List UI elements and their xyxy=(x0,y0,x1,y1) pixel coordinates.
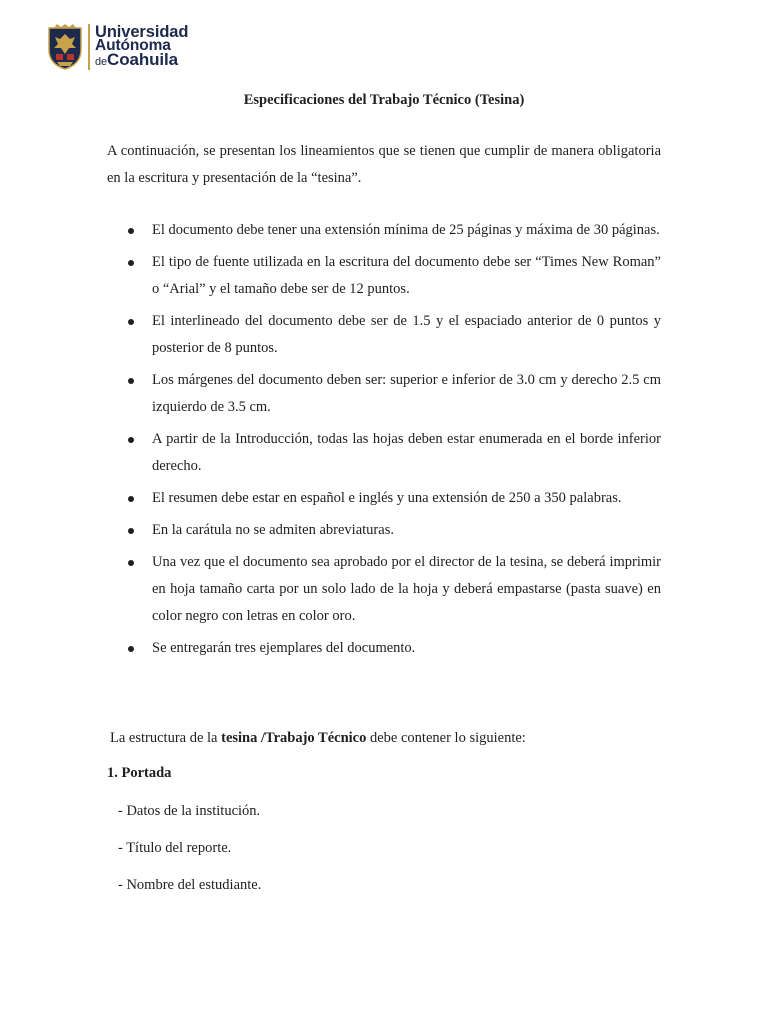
structure-suffix: debe contener lo siguiente: xyxy=(366,730,526,746)
bullet-icon xyxy=(128,496,134,502)
structure-prefix: La estructura de la xyxy=(110,730,222,746)
intro-paragraph: A continuación, se presentan los lineamientos que se tienen que cumplir de manera obligatoria en la escritura y presentación de la “tesina”. xyxy=(107,143,661,186)
logo-line-3 xyxy=(95,50,188,69)
bullet-icon xyxy=(128,319,134,325)
list-item xyxy=(107,635,661,662)
bullet-icon xyxy=(128,260,134,266)
section-item: - Datos de la institución. xyxy=(118,803,261,819)
list-item-text: Los márgenes del documento deben ser: superior e inferior de 3.0 cm y derecho 2.5 cm izquierdo de 3.5 cm. xyxy=(152,372,661,415)
list-item-text: El resumen debe estar en español e inglés y una extensión de 250 a 350 palabras. xyxy=(152,490,622,506)
bullet-icon xyxy=(128,528,134,534)
list-item-text: Una vez que el documento sea aprobado por el director de la tesina, se deberá imprimir en hoja tamaño carta por un solo lado de la hoja y deberá empastarse (pasta suave) en color negro con letras en color oro. xyxy=(152,554,661,624)
list-item xyxy=(107,549,661,630)
list-item-text: En la carátula no se admiten abreviaturas. xyxy=(152,522,394,538)
university-name xyxy=(95,25,188,69)
bullet-icon xyxy=(128,560,134,566)
structure-bold: tesina /Trabajo Técnico xyxy=(221,730,367,746)
bullet-icon xyxy=(128,646,134,652)
list-item xyxy=(107,217,661,244)
section-item: - Nombre del estudiante. xyxy=(118,877,262,893)
logo-line-1: Universidad xyxy=(95,23,189,41)
bullet-icon xyxy=(128,228,134,234)
logo-divider xyxy=(88,24,90,70)
university-seal-icon xyxy=(46,24,84,70)
section-heading: 1. Portada xyxy=(107,765,172,781)
requirements-list xyxy=(107,217,661,667)
logo-line-3-main: Coahuila xyxy=(107,50,179,69)
list-item xyxy=(107,485,661,512)
section-item: - Título del reporte. xyxy=(118,840,232,856)
list-item xyxy=(107,308,661,362)
university-logo xyxy=(46,24,188,70)
list-item xyxy=(107,249,661,303)
list-item-text: El interlineado del documento debe ser de 1.5 y el espaciado anterior de 0 puntos y posterior de 8 puntos. xyxy=(152,313,661,356)
list-item xyxy=(107,517,661,544)
logo-line-3-prefix: de xyxy=(95,56,108,68)
bullet-icon xyxy=(128,437,134,443)
list-item xyxy=(107,426,661,480)
list-item-text: Se entregarán tres ejemplares del documento. xyxy=(152,640,416,656)
bullet-icon xyxy=(128,378,134,384)
list-item-text: El documento debe tener una extensión mínima de 25 páginas y máxima de 30 páginas. xyxy=(152,222,660,238)
list-item-text: El tipo de fuente utilizada en la escritura del documento debe ser “Times New Roman” o “Arial” y el tamaño debe ser de 12 puntos. xyxy=(152,254,661,297)
structure-intro xyxy=(110,728,526,748)
logo-line-2: Autónoma xyxy=(95,37,171,54)
document-title: Especificaciones del Trabajo Técnico (Tesina) xyxy=(243,92,525,108)
list-item xyxy=(107,367,661,421)
list-item-text: A partir de la Introducción, todas las hojas deben estar enumerada en el borde inferior derecho. xyxy=(152,431,661,474)
